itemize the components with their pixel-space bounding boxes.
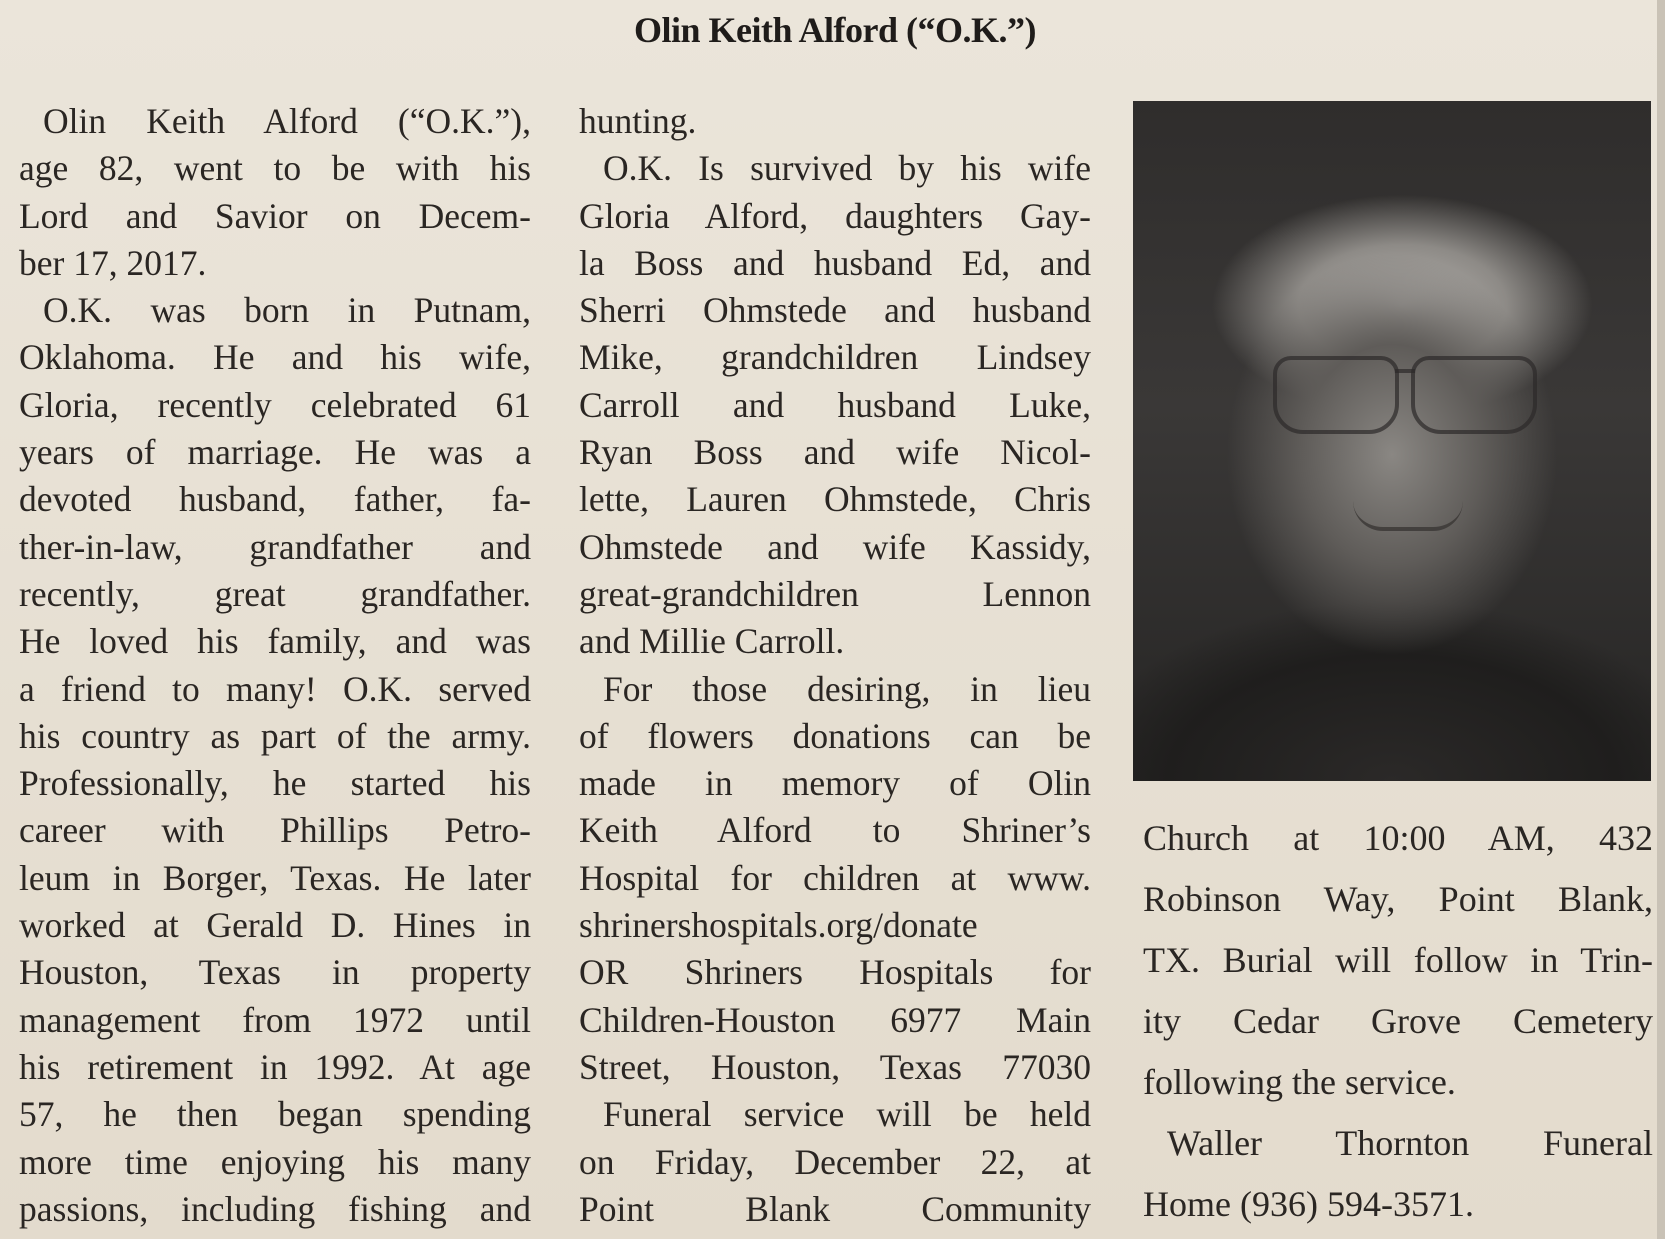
text-line: Mike, grandchildren Lindsey	[579, 337, 1091, 378]
text-line: Funeral service will be held	[603, 1094, 1091, 1135]
text-line: Professionally, he started his	[19, 763, 531, 804]
text-line: great-grandchildren Lennon	[579, 573, 1091, 614]
text-line: Hospital for children at www.	[579, 857, 1091, 898]
text-line: Gloria, recently celebrated 61	[19, 384, 531, 425]
text-line: O.K. Is survived by his wife	[603, 148, 1091, 189]
text-line: Ohmstede and wife Kassidy,	[579, 526, 1091, 567]
portrait-photo	[1133, 101, 1651, 781]
text-line: Street, Houston, Texas 77030	[579, 1046, 1091, 1087]
text-line: la Boss and husband Ed, and	[579, 242, 1091, 283]
smile-shape	[1353, 501, 1463, 531]
text-line: career with Phillips Petro-	[19, 810, 531, 851]
text-line: following the service.	[1143, 1062, 1456, 1102]
column-2	[579, 98, 1091, 1233]
text-line: on Friday, December 22, at	[579, 1141, 1091, 1182]
text-line: leum in Borger, Texas. He later	[19, 857, 531, 898]
text-line: more time enjoying his many	[19, 1141, 531, 1182]
text-line: his country as part of the army.	[19, 715, 531, 756]
obituary-headline: Olin Keith Alford (“O.K.”)	[633, 10, 1036, 50]
text-line: ber 17, 2017.	[19, 242, 207, 283]
text-line: his retirement in 1992. At age	[19, 1046, 531, 1087]
column-3	[1143, 808, 1653, 1235]
text-line: worked at Gerald D. Hines in	[19, 905, 531, 946]
text-line: ity Cedar Grove Cemetery	[1143, 1001, 1653, 1041]
text-line: Olin Keith Alford (“O.K.”),	[43, 101, 531, 141]
text-line: years of marriage. He was a	[19, 432, 531, 473]
text-line: For those desiring, in lieu	[603, 668, 1091, 709]
text-line: Carroll and husband Luke,	[579, 384, 1091, 425]
text-line: hunting.	[579, 101, 697, 141]
text-line: Keith Alford to Shriner’s	[579, 810, 1091, 851]
clipping-edge	[1657, 0, 1665, 1239]
column-1	[19, 98, 531, 1233]
text-line: Houston, Texas in property	[19, 952, 531, 993]
text-line: He loved his family, and was	[19, 621, 531, 662]
text-line: Lord and Savior on Decem-	[19, 195, 531, 236]
text-line: age 82, went to be with his	[19, 148, 531, 189]
text-line: and Millie Carroll.	[579, 621, 845, 662]
glasses-icon	[1273, 356, 1399, 434]
text-line: of flowers donations can be	[579, 715, 1091, 756]
text-line: passions, including fishing and	[19, 1188, 531, 1229]
text-line: Robinson Way, Point Blank,	[1143, 879, 1653, 919]
text-line: shrinershospitals.org/donate	[579, 905, 978, 946]
text-line: TX. Burial will follow in Trin-	[1143, 940, 1653, 980]
text-line: OR Shriners Hospitals for	[579, 952, 1091, 993]
text-line: Ryan Boss and wife Nicol-	[579, 432, 1091, 473]
text-line: Sherri Ohmstede and husband	[579, 290, 1091, 331]
text-line: O.K. was born in Putnam,	[43, 290, 531, 331]
glasses-icon	[1411, 356, 1537, 434]
text-line: Children-Houston 6977 Main	[579, 999, 1091, 1040]
text-line: Gloria Alford, daughters Gay-	[579, 195, 1091, 236]
text-line: Home (936) 594-3571.	[1143, 1184, 1474, 1224]
text-line: lette, Lauren Ohmstede, Chris	[579, 479, 1091, 520]
text-line: recently, great grandfather.	[19, 573, 531, 614]
text-line: Oklahoma. He and his wife,	[19, 337, 531, 378]
text-line: management from 1972 until	[19, 999, 531, 1040]
text-line: 57, he then began spending	[19, 1094, 531, 1135]
text-line: made in memory of Olin	[579, 763, 1091, 804]
text-line: devoted husband, father, fa-	[19, 479, 531, 520]
text-line: a friend to many! O.K. served	[19, 668, 531, 709]
text-line: Waller Thornton Funeral	[1167, 1123, 1653, 1163]
text-line: Point Blank Community	[579, 1188, 1091, 1229]
text-line: ther-in-law, grandfather and	[19, 526, 531, 567]
text-line: Church at 10:00 AM, 432	[1143, 818, 1653, 858]
